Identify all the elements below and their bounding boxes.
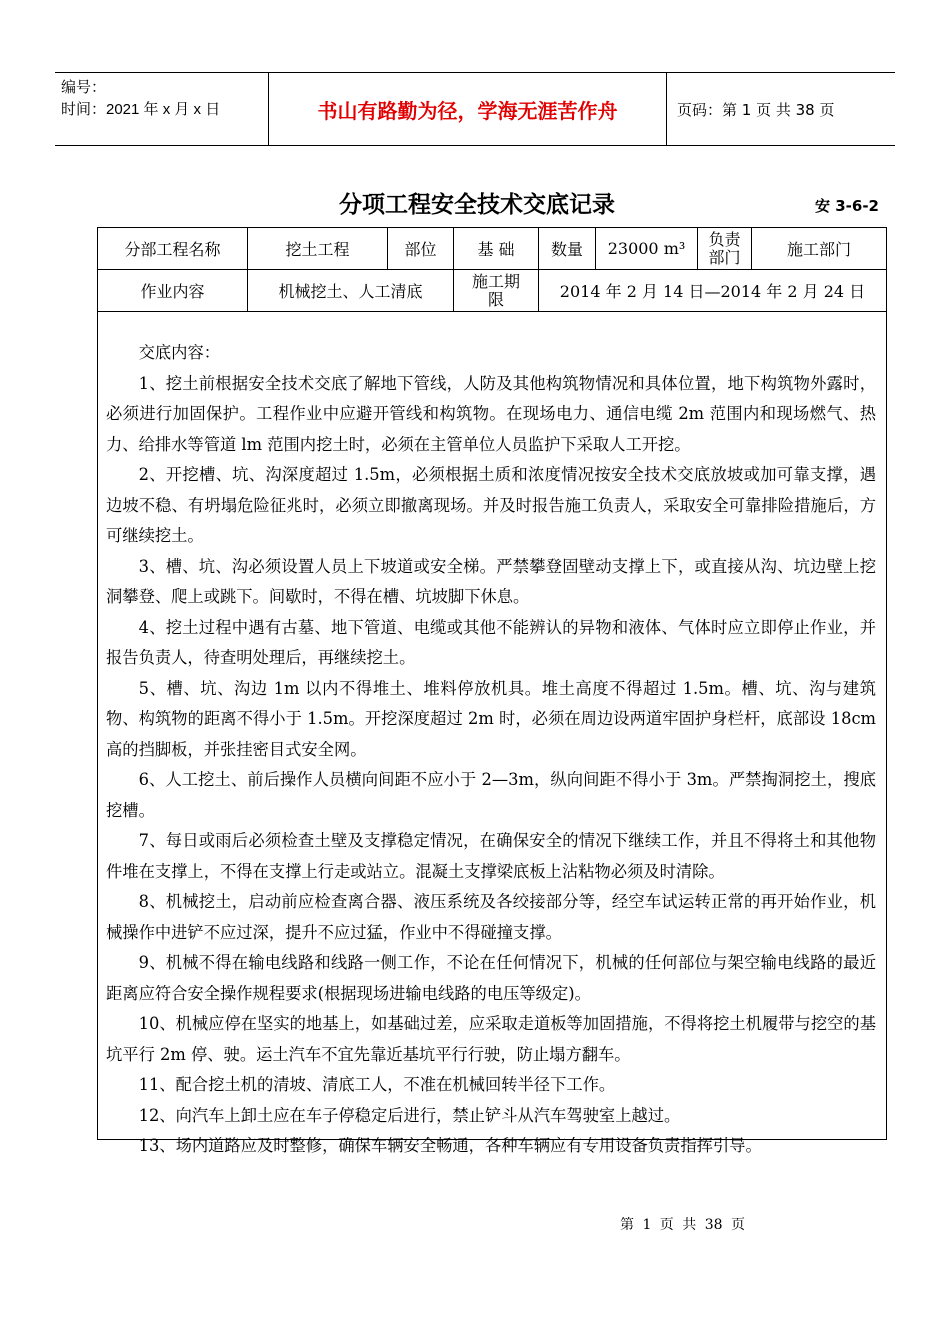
content-item: 13、场内道路应及时整修，确保车辆安全畅通，各种车辆应有专用设备负责指挥引导。 <box>138 1136 762 1155</box>
content-item: 9、机械不得在输电线路和线路一侧工作，不论在任何情况下，机械的任何部位与架空输电线路的最近距离应符合安全操作规程要求(根据现场进输电线路的电压等级定)。 <box>106 953 876 1003</box>
disclosure-content <box>98 326 886 1162</box>
content-item: 4、挖土过程中遇有古墓、地下管道、电缆或其他不能辨认的异物和液体、气体时应立即停止作业，并报告负责人，待查明处理后，再继续挖土。 <box>106 617 876 667</box>
content-item: 11、配合挖土机的清坡、清底工人，不准在机械回转半径下工作。 <box>138 1075 616 1094</box>
sub-project-value: 挖土工程 <box>285 240 350 259</box>
content-item: 6、人工挖土、前后操作人员横向间距不应小于 2—3m，纵向间距不得小于 3m。严禁掏洞挖土，搜底挖槽。 <box>106 770 876 820</box>
content-item: 7、每日或雨后必须检查土壁及支撑稳定情况，在确保安全的情况下继续工作，并且不得将土和其他物件堆在支撑上，不得在支撑上行走或站立。混凝土支撑梁底板上沾粘物必须及时清除。 <box>106 831 876 881</box>
content-item: 1、挖土前根据安全技术交底了解地下管线，人防及其他构筑物情况和具体位置，地下构筑物外露时，必须进行加固保护。工程作业中应避开管线和构筑物。在现场电力、通信电缆 2m 范围内和现场燃气、热力、给排水等管道 lm 范围内挖土时，必须在主管单位人员监护下采取人工开挖。 <box>106 373 876 454</box>
quantity-value: 23000 m³ <box>607 239 686 258</box>
quantity-label: 数量 <box>550 240 583 259</box>
header-meta <box>61 77 220 121</box>
content-item: 5、槽、坑、沟边 1m 以内不得堆土、堆料停放机具。堆土高度不得超过 1.5m。槽、坑、沟与建筑物、构筑物的距离不得小于 1.5m。开挖深度超过 2m 时，必须在周边设两道牢固护身栏杆，底部设 18cm 高的挡脚板，并张挂密目式安全网。 <box>106 678 876 759</box>
period-value: 2014 年 2 月 14 日—2014 年 2 月 24 日 <box>559 282 866 301</box>
sub-project-label: 分部工程名称 <box>124 240 221 259</box>
page-title: 分项工程安全技术交底记录 <box>339 192 615 218</box>
header-page-info: 页码：第 1 页 共 38 页 <box>677 101 835 119</box>
time-label: 时间：2021 年 x 月 x 日 <box>61 101 221 118</box>
dept-label: 负责部门 <box>708 229 741 267</box>
header-divider <box>666 73 667 145</box>
period-label: 施工期限 <box>472 271 521 309</box>
number-label: 编号： <box>61 79 107 96</box>
record-table <box>97 227 887 1155</box>
page-header <box>55 72 895 146</box>
dept-value: 施工部门 <box>786 240 851 259</box>
location-value: 基 础 <box>477 240 515 259</box>
page-footer: 第 1 页 共 38 页 <box>620 1217 745 1233</box>
content-heading: 交底内容： <box>138 343 221 362</box>
content-item: 2、开挖槽、坑、沟深度超过 1.5m，必须根据土质和浓度情况按安全技术交底放坡或加可靠支撑，遇边坡不稳、有坍塌危险征兆时，必须立即撤离现场。并及时报告施工负责人，采取安全可靠排险措施后，方可继续挖土。 <box>106 465 876 545</box>
header-motto: 书山有路勤为径，学海无涯苦作舟 <box>317 99 618 123</box>
content-item: 12、向汽车上卸土应在车子停稳定后进行，禁止铲斗从汽车驾驶室上越过。 <box>138 1105 681 1125</box>
content-item: 3、槽、坑、沟必须设置人员上下坡道或安全梯。严禁攀登固壁动支撑上下，或直接从沟、坑边壁上挖洞攀登、爬上或跳下。间歇时，不得在槽、坑坡脚下休息。 <box>106 556 876 606</box>
form-number: 安 3-6-2 <box>815 197 879 215</box>
row-divider <box>98 311 886 312</box>
work-label: 作业内容 <box>140 282 205 301</box>
content-item: 8、机械挖土，启动前应检查离合器、液压系统及各绞接部分等，经空车试运转正常的再开始作业，机械操作中进铲不应过深，提升不应过猛，作业中不得碰撞支撑。 <box>106 892 876 942</box>
work-value: 机械挖土、人工清底 <box>278 282 423 301</box>
location-label: 部位 <box>404 240 437 259</box>
content-item: 10、机械应停在坚实的地基上，如基础过差，应采取走道板等加固措施，不得将挖土机履带与挖空的基坑平行 2m 停、驶。运土汽车不宜先靠近基坑平行行驶，防止塌方翻车。 <box>106 1014 876 1064</box>
